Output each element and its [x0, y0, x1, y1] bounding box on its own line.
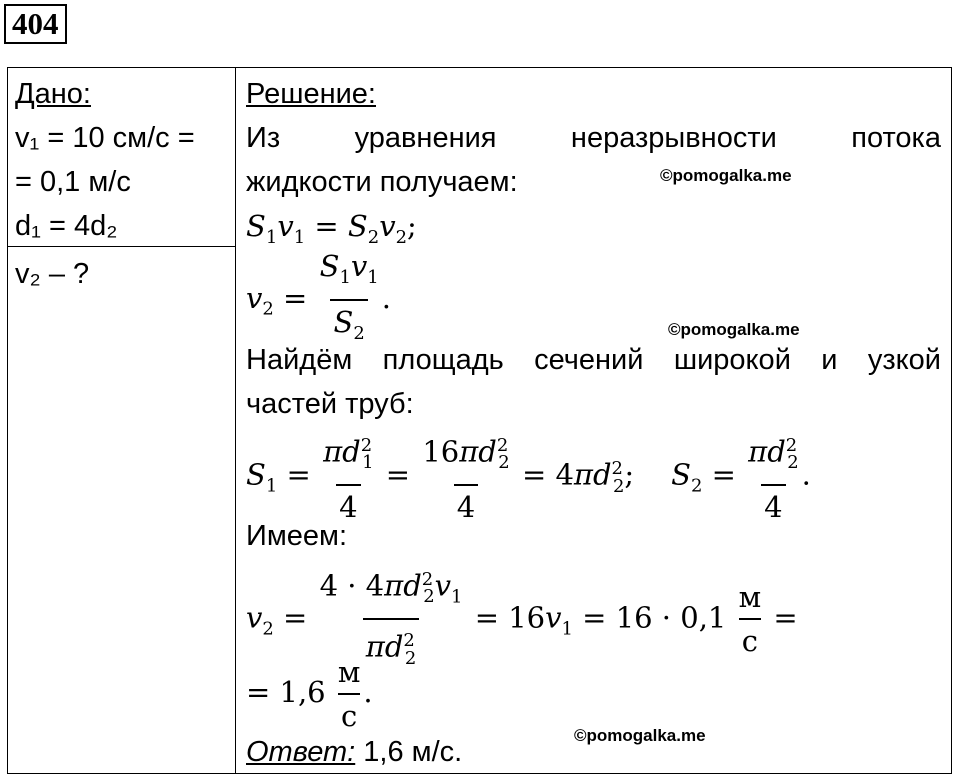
watermark-1: ©pomogalka.me	[660, 166, 792, 185]
velocity-ratio-formula: $v_2$ = $\frac{S_1v_1}{S_2}$ .	[246, 248, 391, 352]
problem-number: 404	[4, 4, 67, 44]
given-line-2: = 0,1 м/с	[15, 166, 131, 198]
area-formulas: $S_1$ = $\frac{\pi d^2_1}{4}$ = $\frac{16\pi d^2_2}{4}$ = $4\pi d^2_2$; $S_2$ = $\frac{\pi d^2_2}{4}$ .	[246, 434, 811, 525]
find-line: v₂ – ?	[15, 258, 90, 290]
final-calculation: $v_2$ = $\frac{4 \cdot 4\pi d^2_2v_1}{\pi d^2_2}$ = $16v_1 = 16 \cdot 0,1$ м с =	[246, 562, 798, 677]
find-area-line-1: Найдём площадь сечений широкой и узкой	[246, 344, 941, 376]
answer-line	[246, 734, 462, 770]
given-header: Дано:	[15, 78, 91, 110]
find-area-line-2: частей труб:	[246, 388, 414, 420]
answer-label: Ответ:	[246, 736, 356, 768]
intro-line-1: Из уравнения неразрывности потока	[246, 122, 941, 154]
continuity-equation: $S_1v_1 = S_2v_2$;	[246, 209, 417, 248]
given-find-divider	[7, 246, 236, 247]
answer-value: 1,6 м/с.	[363, 736, 463, 768]
watermark-3: ©pomogalka.me	[574, 726, 706, 745]
have-label: Имеем:	[246, 520, 348, 552]
solution-header: Решение:	[246, 78, 376, 110]
intro-line-2: жидкости получаем:	[246, 166, 518, 198]
final-result: = 1,6 м с .	[246, 655, 373, 733]
watermark-2: ©pomogalka.me	[668, 320, 800, 339]
column-divider	[235, 67, 236, 774]
given-line-1: v₁ = 10 см/с =	[15, 122, 195, 154]
given-line-3: d₁ = 4d₂	[15, 210, 118, 242]
